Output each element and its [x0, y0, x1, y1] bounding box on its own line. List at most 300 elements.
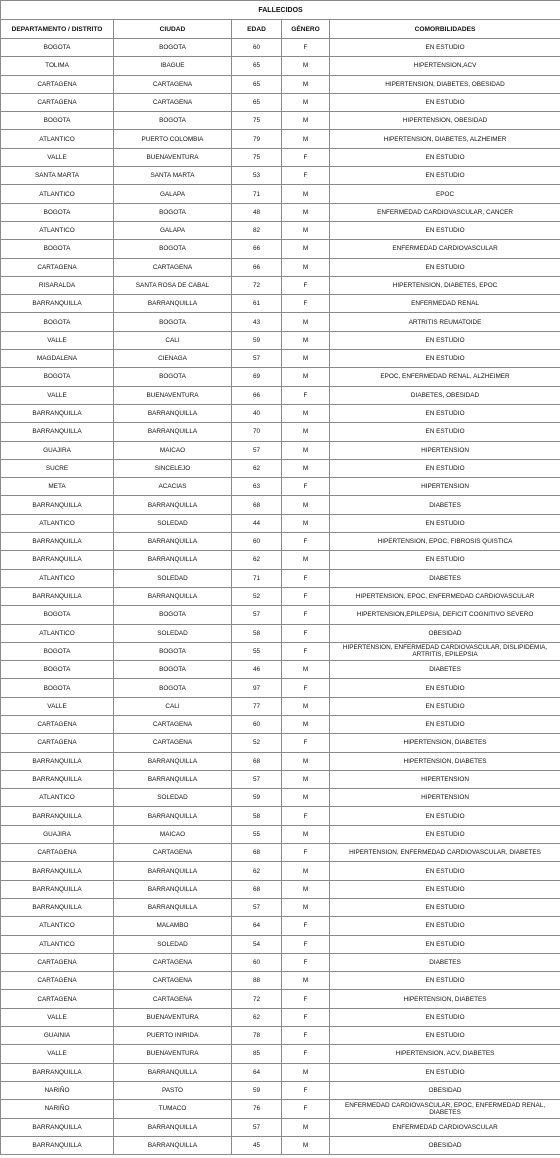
cell-edad: 68: [232, 752, 282, 770]
cell-departamento: NARIÑO: [1, 1100, 114, 1118]
cell-edad: 71: [232, 185, 282, 203]
cell-departamento: CARTAGENA: [1, 715, 114, 733]
cell-ciudad: TUMACO: [114, 1100, 232, 1118]
cell-departamento: BOGOTA: [1, 240, 114, 258]
cell-edad: 71: [232, 569, 282, 587]
cell-genero: M: [282, 514, 330, 532]
table-row: [1, 93, 560, 111]
cell-genero: M: [282, 112, 330, 130]
table-row: [1, 295, 560, 313]
cell-departamento: ATLANTICO: [1, 569, 114, 587]
cell-genero: F: [282, 533, 330, 551]
cell-comorbilidades: EN ESTUDIO: [330, 350, 560, 368]
cell-edad: 68: [232, 496, 282, 514]
cell-departamento: ATLANTICO: [1, 917, 114, 935]
cell-genero: M: [282, 898, 330, 916]
cell-genero: M: [282, 57, 330, 75]
cell-departamento: ATLANTICO: [1, 130, 114, 148]
cell-departamento: CARTAGENA: [1, 75, 114, 93]
table-row: [1, 898, 560, 916]
cell-edad: 78: [232, 1027, 282, 1045]
cell-ciudad: BARRANQUILLA: [114, 423, 232, 441]
cell-comorbilidades: EN ESTUDIO: [330, 39, 560, 57]
table-row: [1, 1008, 560, 1026]
cell-edad: 62: [232, 862, 282, 880]
table-row: [1, 533, 560, 551]
cell-departamento: BARRANQUILLA: [1, 533, 114, 551]
cell-departamento: RISARALDA: [1, 276, 114, 294]
table-row: [1, 331, 560, 349]
table-row: [1, 1063, 560, 1081]
cell-ciudad: PUERTO INIRIDA: [114, 1027, 232, 1045]
cell-comorbilidades: HIPERTENSION, EPOC, ENFERMEDAD CARDIOVASCULAR: [330, 587, 560, 605]
cell-departamento: BOGOTA: [1, 606, 114, 624]
cell-departamento: SANTA MARTA: [1, 167, 114, 185]
table-row: [1, 203, 560, 221]
cell-genero: F: [282, 679, 330, 697]
cell-departamento: ATLANTICO: [1, 624, 114, 642]
cell-edad: 61: [232, 295, 282, 313]
cell-departamento: BARRANQUILLA: [1, 880, 114, 898]
table-row: [1, 624, 560, 642]
cell-comorbilidades: HIPERTENSION, ENFERMEDAD CARDIOVASCULAR, DIABETES: [330, 844, 560, 862]
cell-comorbilidades: HIPERTENSION: [330, 770, 560, 788]
cell-edad: 60: [232, 533, 282, 551]
cell-departamento: CARTAGENA: [1, 972, 114, 990]
table-row: [1, 404, 560, 422]
table-row: [1, 679, 560, 697]
table-row: [1, 459, 560, 477]
cell-departamento: MAGDALENA: [1, 350, 114, 368]
cell-edad: 45: [232, 1136, 282, 1154]
cell-ciudad: CARTAGENA: [114, 990, 232, 1008]
cell-ciudad: BARRANQUILLA: [114, 496, 232, 514]
cell-comorbilidades: HIPERTENSION: [330, 441, 560, 459]
cell-comorbilidades: EN ESTUDIO: [330, 679, 560, 697]
cell-edad: 66: [232, 240, 282, 258]
cell-ciudad: BARRANQUILLA: [114, 295, 232, 313]
cell-departamento: VALLE: [1, 386, 114, 404]
table-row: [1, 880, 560, 898]
cell-genero: M: [282, 368, 330, 386]
cell-ciudad: BARRANQUILLA: [114, 862, 232, 880]
cell-genero: F: [282, 624, 330, 642]
cell-ciudad: BARRANQUILLA: [114, 404, 232, 422]
table-row: [1, 697, 560, 715]
table-row: [1, 551, 560, 569]
cell-departamento: VALLE: [1, 148, 114, 166]
cell-ciudad: ACACIAS: [114, 478, 232, 496]
header-departamento: DEPARTAMENTO / DISTRITO: [1, 20, 114, 39]
cell-edad: 60: [232, 953, 282, 971]
cell-comorbilidades: EPOC: [330, 185, 560, 203]
cell-ciudad: BOGOTA: [114, 661, 232, 679]
table-row: [1, 258, 560, 276]
cell-genero: F: [282, 917, 330, 935]
table-row: [1, 642, 560, 660]
cell-edad: 52: [232, 587, 282, 605]
table-row: [1, 39, 560, 57]
table-row: [1, 734, 560, 752]
cell-comorbilidades: EN ESTUDIO: [330, 862, 560, 880]
table-row: [1, 1081, 560, 1099]
cell-edad: 62: [232, 459, 282, 477]
cell-comorbilidades: EN ESTUDIO: [330, 167, 560, 185]
cell-ciudad: MALAMBO: [114, 917, 232, 935]
cell-comorbilidades: ARTRITIS REUMATOIDE: [330, 313, 560, 331]
cell-comorbilidades: EN ESTUDIO: [330, 972, 560, 990]
cell-genero: M: [282, 1063, 330, 1081]
cell-genero: F: [282, 295, 330, 313]
table-header-row: [1, 20, 560, 39]
cell-departamento: META: [1, 478, 114, 496]
cell-edad: 44: [232, 514, 282, 532]
cell-ciudad: BOGOTA: [114, 313, 232, 331]
cell-departamento: BARRANQUILLA: [1, 423, 114, 441]
cell-genero: M: [282, 258, 330, 276]
cell-comorbilidades: EN ESTUDIO: [330, 148, 560, 166]
cell-ciudad: SINCELEJO: [114, 459, 232, 477]
header-edad: EDAD: [232, 20, 282, 39]
cell-departamento: BARRANQUILLA: [1, 551, 114, 569]
cell-edad: 57: [232, 350, 282, 368]
cell-comorbilidades: HIPERTENSION,ACV: [330, 57, 560, 75]
table-row: [1, 825, 560, 843]
cell-ciudad: BARRANQUILLA: [114, 807, 232, 825]
cell-ciudad: CARTAGENA: [114, 75, 232, 93]
cell-genero: F: [282, 276, 330, 294]
cell-genero: M: [282, 770, 330, 788]
cell-departamento: CARTAGENA: [1, 734, 114, 752]
cell-genero: F: [282, 1027, 330, 1045]
cell-comorbilidades: EN ESTUDIO: [330, 423, 560, 441]
table-row: [1, 514, 560, 532]
table-row: [1, 423, 560, 441]
cell-comorbilidades: HIPERTENSION, OBESIDAD: [330, 112, 560, 130]
cell-edad: 63: [232, 478, 282, 496]
cell-edad: 64: [232, 917, 282, 935]
cell-ciudad: MAICAO: [114, 441, 232, 459]
cell-edad: 75: [232, 148, 282, 166]
cell-edad: 88: [232, 972, 282, 990]
cell-edad: 82: [232, 221, 282, 239]
table-row: [1, 972, 560, 990]
cell-departamento: ATLANTICO: [1, 221, 114, 239]
cell-ciudad: CIENAGA: [114, 350, 232, 368]
cell-comorbilidades: EN ESTUDIO: [330, 917, 560, 935]
cell-genero: F: [282, 606, 330, 624]
cell-ciudad: MAICAO: [114, 825, 232, 843]
cell-departamento: BARRANQUILLA: [1, 898, 114, 916]
cell-comorbilidades: HIPERTENSION, DIABETES, OBESIDAD: [330, 75, 560, 93]
cell-ciudad: BOGOTA: [114, 240, 232, 258]
cell-ciudad: CALI: [114, 697, 232, 715]
cell-genero: M: [282, 551, 330, 569]
cell-comorbilidades: ENFERMEDAD CARDIOVASCULAR: [330, 240, 560, 258]
cell-genero: M: [282, 404, 330, 422]
cell-edad: 72: [232, 276, 282, 294]
cell-genero: M: [282, 862, 330, 880]
cell-genero: M: [282, 313, 330, 331]
cell-comorbilidades: EN ESTUDIO: [330, 697, 560, 715]
cell-edad: 79: [232, 130, 282, 148]
cell-genero: F: [282, 569, 330, 587]
cell-departamento: BARRANQUILLA: [1, 587, 114, 605]
cell-edad: 76: [232, 1100, 282, 1118]
cell-genero: F: [282, 953, 330, 971]
cell-ciudad: BARRANQUILLA: [114, 551, 232, 569]
cell-edad: 46: [232, 661, 282, 679]
cell-genero: F: [282, 844, 330, 862]
cell-edad: 57: [232, 770, 282, 788]
cell-comorbilidades: HIPERTENSION, DIABETES, ALZHEIMER: [330, 130, 560, 148]
cell-ciudad: SOLEDAD: [114, 935, 232, 953]
cell-genero: M: [282, 752, 330, 770]
cell-genero: M: [282, 423, 330, 441]
cell-comorbilidades: EN ESTUDIO: [330, 1063, 560, 1081]
cell-edad: 57: [232, 898, 282, 916]
cell-departamento: CARTAGENA: [1, 93, 114, 111]
cell-departamento: BOGOTA: [1, 679, 114, 697]
cell-departamento: BOGOTA: [1, 203, 114, 221]
cell-genero: F: [282, 642, 330, 660]
cell-comorbilidades: OBESIDAD: [330, 624, 560, 642]
cell-edad: 55: [232, 825, 282, 843]
cell-comorbilidades: EN ESTUDIO: [330, 935, 560, 953]
cell-edad: 97: [232, 679, 282, 697]
cell-comorbilidades: ENFERMEDAD CARDIOVASCULAR, EPOC, ENFERMEDAD RENAL, DIABETES: [330, 1100, 560, 1118]
cell-departamento: CARTAGENA: [1, 844, 114, 862]
table-row: [1, 313, 560, 331]
cell-edad: 40: [232, 404, 282, 422]
cell-edad: 62: [232, 1008, 282, 1026]
cell-ciudad: BOGOTA: [114, 368, 232, 386]
cell-genero: M: [282, 661, 330, 679]
cell-genero: F: [282, 587, 330, 605]
cell-ciudad: BARRANQUILLA: [114, 752, 232, 770]
cell-edad: 85: [232, 1045, 282, 1063]
cell-comorbilidades: HIPERTENSION,EPILEPSIA, DEFICIT COGNITIVO SEVERO: [330, 606, 560, 624]
cell-departamento: BOGOTA: [1, 313, 114, 331]
cell-departamento: BARRANQUILLA: [1, 295, 114, 313]
cell-comorbilidades: ENFERMEDAD CARDIOVASCULAR: [330, 1118, 560, 1136]
cell-genero: F: [282, 734, 330, 752]
table-row: [1, 1045, 560, 1063]
cell-edad: 66: [232, 386, 282, 404]
cell-comorbilidades: HIPERTENSION: [330, 478, 560, 496]
cell-departamento: NARIÑO: [1, 1081, 114, 1099]
cell-ciudad: BARRANQUILLA: [114, 898, 232, 916]
table-row: [1, 752, 560, 770]
table-row: [1, 789, 560, 807]
cell-edad: 48: [232, 203, 282, 221]
cell-ciudad: CARTAGENA: [114, 734, 232, 752]
cell-edad: 64: [232, 1063, 282, 1081]
cell-departamento: ATLANTICO: [1, 514, 114, 532]
cell-genero: F: [282, 478, 330, 496]
cell-ciudad: CARTAGENA: [114, 93, 232, 111]
cell-edad: 65: [232, 75, 282, 93]
cell-ciudad: SOLEDAD: [114, 789, 232, 807]
cell-comorbilidades: HIPERTENSION, DIABETES: [330, 734, 560, 752]
table-row: [1, 661, 560, 679]
cell-ciudad: BUENAVENTURA: [114, 148, 232, 166]
cell-comorbilidades: EN ESTUDIO: [330, 1027, 560, 1045]
table-row: [1, 587, 560, 605]
cell-comorbilidades: EN ESTUDIO: [330, 825, 560, 843]
cell-edad: 75: [232, 112, 282, 130]
cell-departamento: BARRANQUILLA: [1, 496, 114, 514]
cell-comorbilidades: EN ESTUDIO: [330, 880, 560, 898]
table-row: [1, 844, 560, 862]
cell-comorbilidades: HIPERTENSION, DIABETES: [330, 752, 560, 770]
cell-ciudad: BUENAVENTURA: [114, 386, 232, 404]
table-row: [1, 807, 560, 825]
table-row: [1, 1100, 560, 1118]
cell-genero: M: [282, 350, 330, 368]
cell-comorbilidades: HIPERTENSION, DIABETES, EPOC: [330, 276, 560, 294]
cell-ciudad: BARRANQUILLA: [114, 880, 232, 898]
cell-ciudad: SANTA ROSA DE CABAL: [114, 276, 232, 294]
table-row: [1, 935, 560, 953]
cell-genero: F: [282, 1081, 330, 1099]
cell-genero: M: [282, 240, 330, 258]
cell-genero: M: [282, 185, 330, 203]
cell-departamento: ATLANTICO: [1, 185, 114, 203]
cell-departamento: GUAINIA: [1, 1027, 114, 1045]
cell-ciudad: CARTAGENA: [114, 972, 232, 990]
cell-comorbilidades: EN ESTUDIO: [330, 221, 560, 239]
cell-edad: 52: [232, 734, 282, 752]
cell-comorbilidades: ENFERMEDAD RENAL: [330, 295, 560, 313]
table-row: [1, 350, 560, 368]
cell-comorbilidades: EN ESTUDIO: [330, 93, 560, 111]
cell-genero: F: [282, 148, 330, 166]
cell-ciudad: SANTA MARTA: [114, 167, 232, 185]
cell-edad: 58: [232, 624, 282, 642]
cell-departamento: BOGOTA: [1, 661, 114, 679]
cell-genero: F: [282, 39, 330, 57]
cell-genero: M: [282, 972, 330, 990]
table-row: [1, 386, 560, 404]
cell-edad: 68: [232, 880, 282, 898]
cell-departamento: BARRANQUILLA: [1, 404, 114, 422]
cell-genero: M: [282, 697, 330, 715]
cell-ciudad: BARRANQUILLA: [114, 1118, 232, 1136]
table-row: [1, 75, 560, 93]
cell-comorbilidades: EN ESTUDIO: [330, 459, 560, 477]
cell-edad: 59: [232, 1081, 282, 1099]
cell-ciudad: BUENAVENTURA: [114, 1045, 232, 1063]
table-body: [1, 39, 560, 1155]
cell-edad: 70: [232, 423, 282, 441]
table-title: FALLECIDOS: [1, 1, 560, 20]
cell-genero: M: [282, 789, 330, 807]
cell-departamento: BARRANQUILLA: [1, 807, 114, 825]
cell-edad: 65: [232, 93, 282, 111]
cell-comorbilidades: HIPERTENSION, ENFERMEDAD CARDIOVASCULAR, DISLIPIDEMIA, ARTRITIS, EPILEPSIA: [330, 642, 560, 660]
cell-ciudad: BARRANQUILLA: [114, 533, 232, 551]
table-row: [1, 770, 560, 788]
table-row: [1, 167, 560, 185]
cell-edad: 77: [232, 697, 282, 715]
header-genero: GÉNERO: [282, 20, 330, 39]
table-row: [1, 221, 560, 239]
cell-genero: M: [282, 880, 330, 898]
cell-ciudad: BARRANQUILLA: [114, 1136, 232, 1154]
cell-departamento: VALLE: [1, 331, 114, 349]
table-row: [1, 441, 560, 459]
cell-comorbilidades: EN ESTUDIO: [330, 1008, 560, 1026]
cell-edad: 60: [232, 39, 282, 57]
cell-ciudad: PASTO: [114, 1081, 232, 1099]
table-row: [1, 953, 560, 971]
cell-comorbilidades: EN ESTUDIO: [330, 715, 560, 733]
cell-departamento: ATLANTICO: [1, 935, 114, 953]
cell-genero: F: [282, 1100, 330, 1118]
cell-edad: 69: [232, 368, 282, 386]
header-comorbilidades: COMORBILIDADES: [330, 20, 560, 39]
cell-genero: M: [282, 75, 330, 93]
table-row: [1, 130, 560, 148]
cell-edad: 65: [232, 57, 282, 75]
cell-ciudad: CARTAGENA: [114, 258, 232, 276]
cell-ciudad: BOGOTA: [114, 112, 232, 130]
table-row: [1, 478, 560, 496]
cell-genero: F: [282, 935, 330, 953]
cell-ciudad: CARTAGENA: [114, 844, 232, 862]
cell-departamento: BARRANQUILLA: [1, 1136, 114, 1154]
cell-departamento: BOGOTA: [1, 642, 114, 660]
cell-comorbilidades: EN ESTUDIO: [330, 898, 560, 916]
cell-genero: M: [282, 496, 330, 514]
cell-comorbilidades: HIPERTENSION, ACV, DIABETES: [330, 1045, 560, 1063]
cell-genero: M: [282, 1136, 330, 1154]
table-row: [1, 148, 560, 166]
cell-comorbilidades: DIABETES: [330, 661, 560, 679]
cell-genero: M: [282, 441, 330, 459]
cell-departamento: BOGOTA: [1, 39, 114, 57]
cell-genero: M: [282, 93, 330, 111]
cell-edad: 60: [232, 715, 282, 733]
cell-ciudad: CALI: [114, 331, 232, 349]
table-row: [1, 862, 560, 880]
cell-departamento: VALLE: [1, 697, 114, 715]
cell-departamento: CARTAGENA: [1, 258, 114, 276]
cell-departamento: SUCRE: [1, 459, 114, 477]
cell-departamento: TOLIMA: [1, 57, 114, 75]
cell-edad: 59: [232, 789, 282, 807]
cell-edad: 57: [232, 1118, 282, 1136]
cell-edad: 58: [232, 807, 282, 825]
cell-genero: F: [282, 1045, 330, 1063]
cell-edad: 43: [232, 313, 282, 331]
cell-genero: M: [282, 715, 330, 733]
cell-ciudad: SOLEDAD: [114, 569, 232, 587]
cell-edad: 57: [232, 606, 282, 624]
cell-edad: 66: [232, 258, 282, 276]
cell-comorbilidades: EN ESTUDIO: [330, 331, 560, 349]
cell-edad: 57: [232, 441, 282, 459]
cell-edad: 68: [232, 844, 282, 862]
table-row: [1, 57, 560, 75]
cell-comorbilidades: HIPERTENSION, EPOC, FIBROSIS QUISTICA: [330, 533, 560, 551]
cell-genero: M: [282, 1118, 330, 1136]
table-row: [1, 240, 560, 258]
cell-genero: M: [282, 459, 330, 477]
table-row: [1, 715, 560, 733]
cell-genero: M: [282, 130, 330, 148]
